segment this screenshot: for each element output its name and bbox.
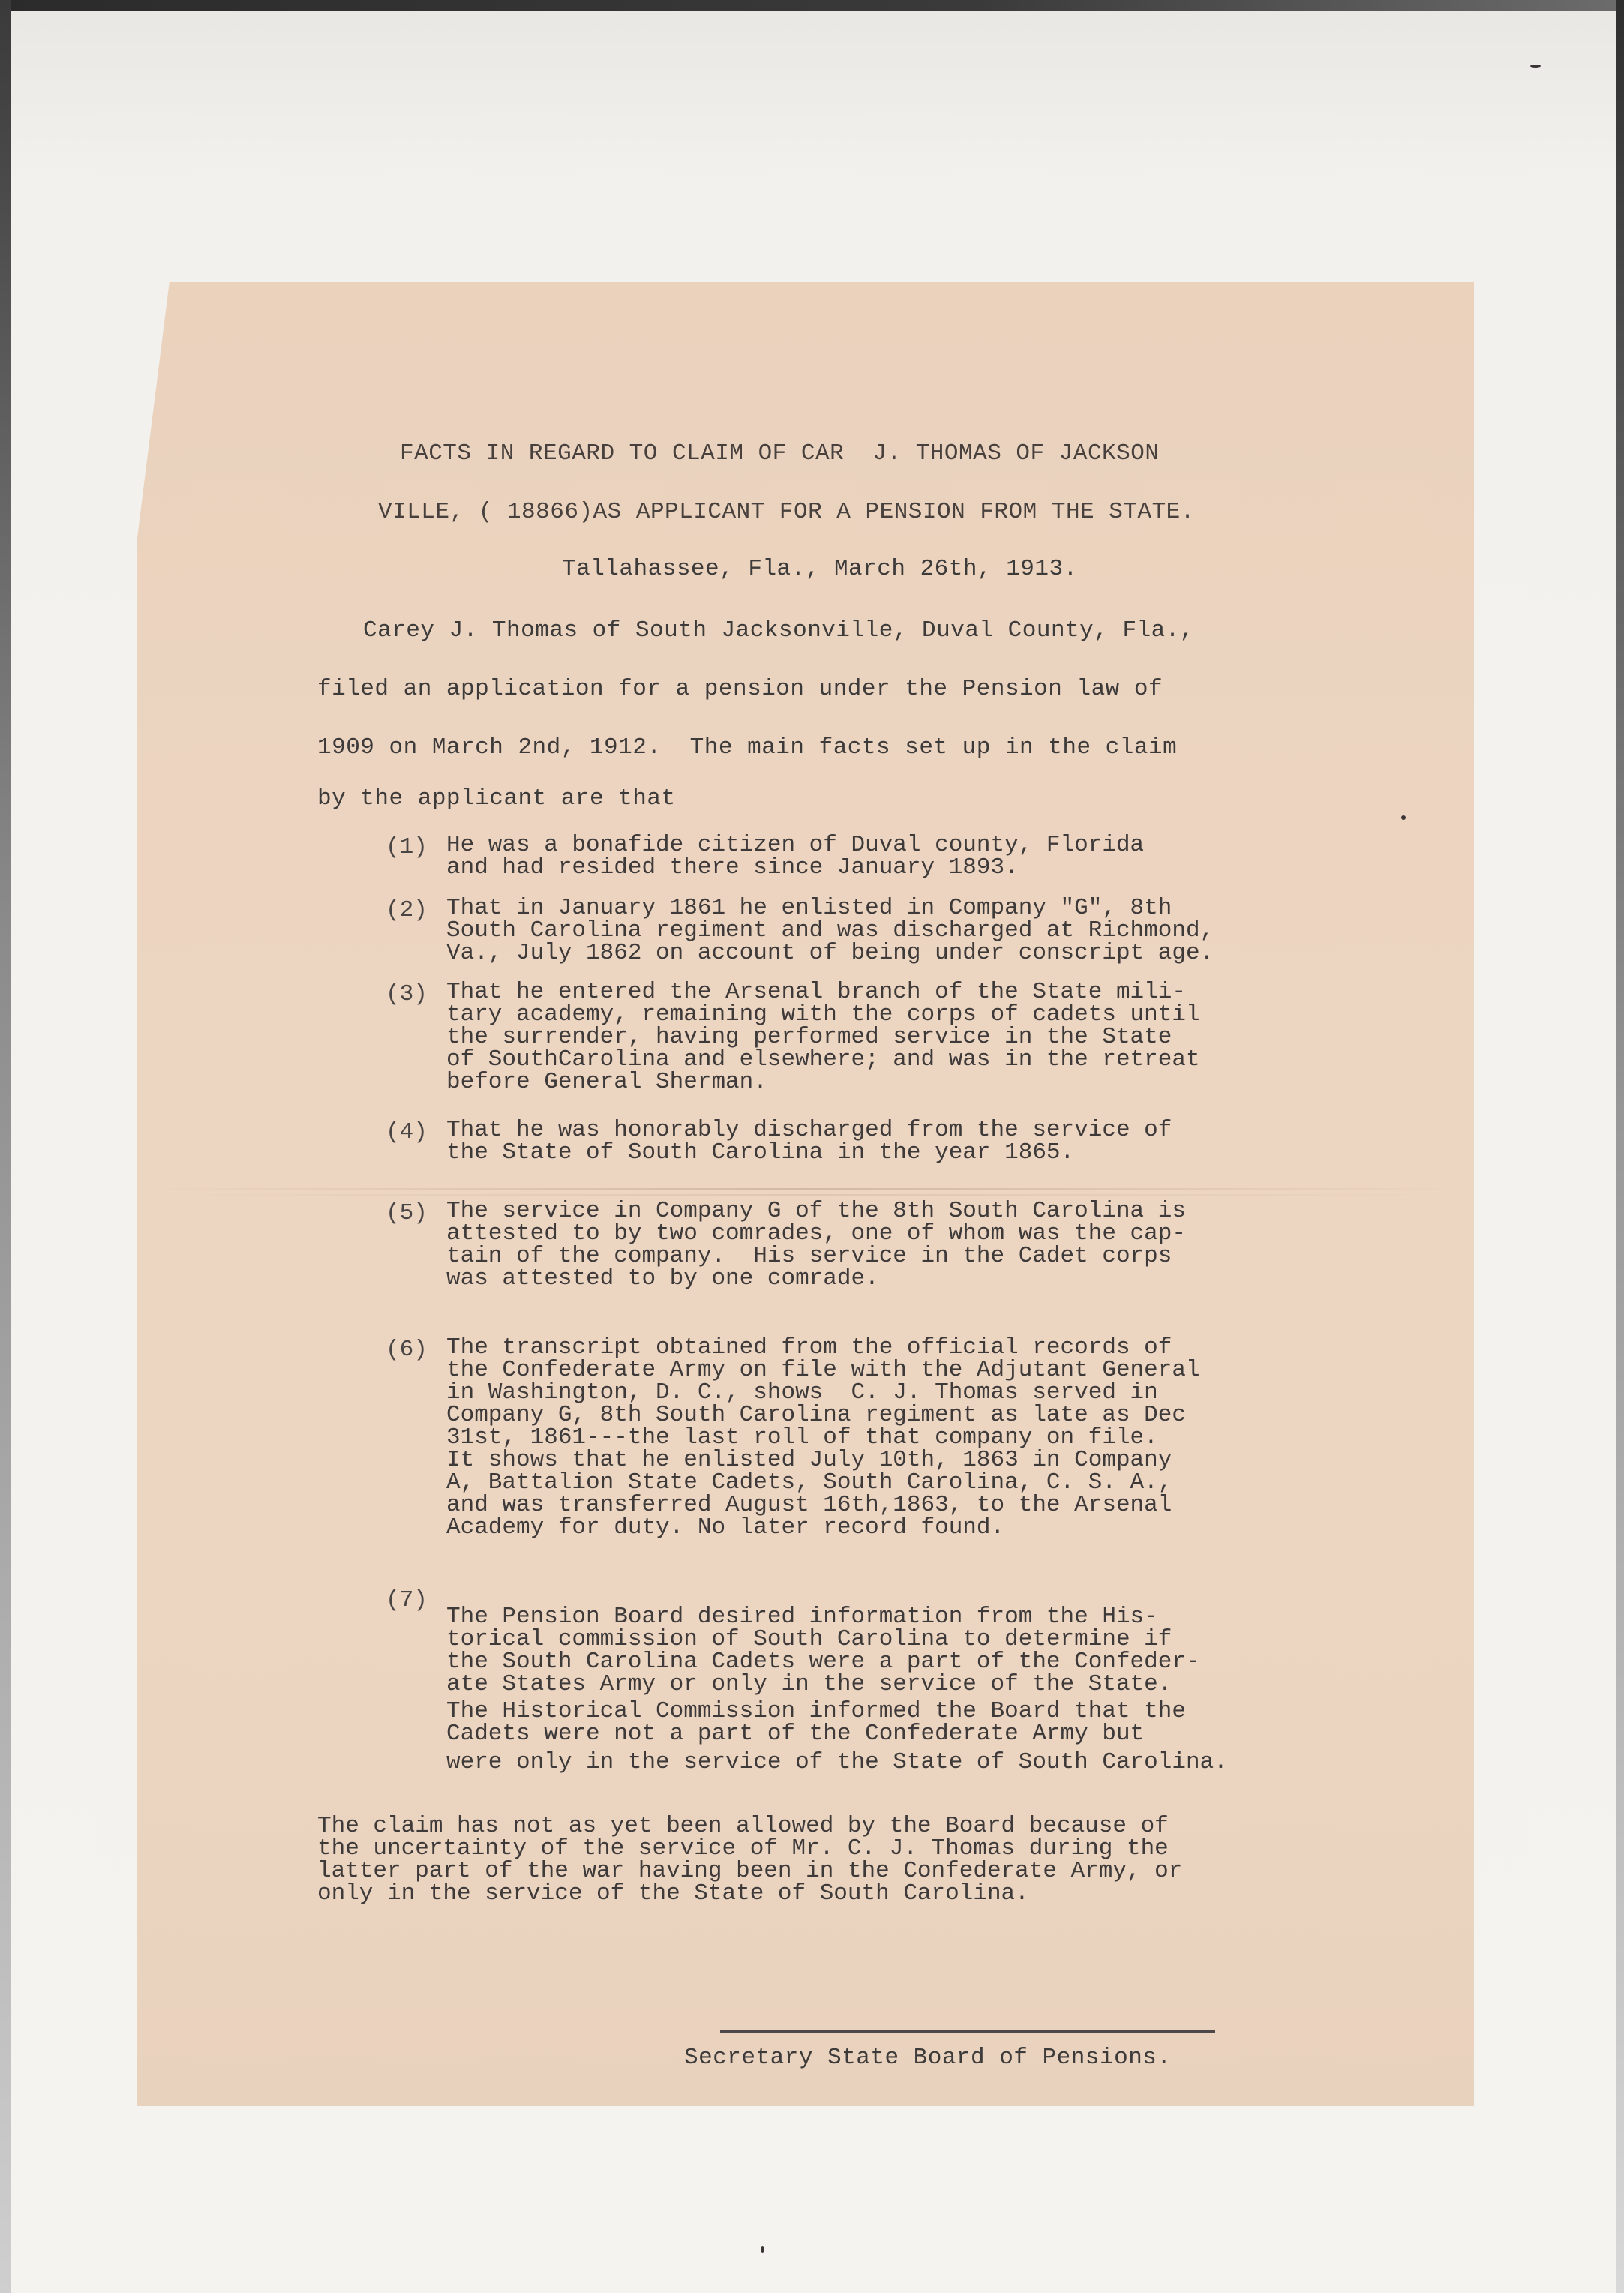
intro-line: Carey J. Thomas of South Jacksonville, Duval County, Fla., xyxy=(363,617,1194,644)
item-text: The service in Company G of the 8th South Carolina is attested to by two comrades, one of whom was the cap- tain of the company. His service in the Cadet corps was attested to by one comrade. xyxy=(446,1198,1186,1292)
signature-caption: Secretary State Board of Pensions. xyxy=(684,2045,1172,2071)
item-text: The transcript obtained from the official records of the Confederate Army on file with the Adjutant General in Washington, D. C., shows C. J. Thomas served in Company G, 8th South Carolina regiment as late as Dec 31st, 1861---the last roll of that company on file. It shows that he enlisted July 10th, 1863 in Company A, Battalion State Cadets, South Carolina, C. S. A., and was transferred August 16th,1863, to the Arsenal Academy for duty. No later record found. xyxy=(446,1334,1200,1541)
item-text: That he entered the Arsenal branch of the State mili- tary academy, remaining with the corps of cadets until the surrender, having performed service in the State of SouthCarolina and elsewhere; and was in the retreat before General Sherman. xyxy=(446,979,1200,1095)
item-number: (2) xyxy=(386,897,428,923)
item-text: The Pension Board desired information from the His- torical commission of South Carolina to determine if the South Carolina Cadets were a part of the Confeder- ate States Army or only in the service of the State. xyxy=(446,1604,1200,1697)
item-text: That he was honorably discharged from the service of the State of South Carolina in the year 1865. xyxy=(446,1117,1172,1166)
item-number: (1) xyxy=(386,834,428,860)
paper-fold-line xyxy=(137,1188,1474,1190)
scan-speck xyxy=(761,2246,764,2253)
item-text: He was a bonafide citizen of Duval county, Florida and had resided there since January 1893. xyxy=(446,832,1145,881)
scan-speck xyxy=(1530,65,1541,68)
paper-fold-line xyxy=(137,1194,1474,1196)
scan-speck xyxy=(1401,815,1406,820)
scanner-edge-right xyxy=(1616,0,1624,2293)
intro-line: 1909 on March 2nd, 1912. The main facts set up in the claim xyxy=(317,734,1178,761)
item-number: (4) xyxy=(386,1119,428,1145)
signature-line xyxy=(720,2030,1215,2033)
item-number: (7) xyxy=(386,1587,428,1613)
scanner-edge-top xyxy=(0,0,1624,11)
dateline: Tallahassee, Fla., March 26th, 1913. xyxy=(562,556,1078,582)
document-title-line-2: VILLE, ( 18866)AS APPLICANT FOR A PENSION FROM THE STATE. xyxy=(378,499,1195,525)
document-title-line-1: FACTS IN REGARD TO CLAIM OF CAR J. THOMAS OF JACKSON xyxy=(400,440,1160,467)
item-number: (5) xyxy=(386,1200,428,1226)
item-number: (3) xyxy=(386,981,428,1007)
item-text: The Historical Commission informed the Board that the Cadets were not a part of the Confederate Army but were only in the service of the State of South Carolina. xyxy=(446,1698,1228,1775)
item-text: That in January 1861 he enlisted in Company "G", 8th South Carolina regiment and was discharged at Richmond, Va., July 1862 on account of being under conscript age. xyxy=(446,895,1214,966)
scanner-edge-left xyxy=(0,0,11,2293)
intro-line: filed an application for a pension under the Pension law of xyxy=(317,676,1163,702)
intro-line: by the applicant are that xyxy=(317,785,676,812)
conclusion-paragraph: The claim has not as yet been allowed by the Board because of the uncertainty of the service of Mr. C. J. Thomas during the latter part of the war having been in the Confederate Army, or only in the service of the State of South Carolina. xyxy=(317,1813,1183,1907)
item-number: (6) xyxy=(386,1337,428,1363)
